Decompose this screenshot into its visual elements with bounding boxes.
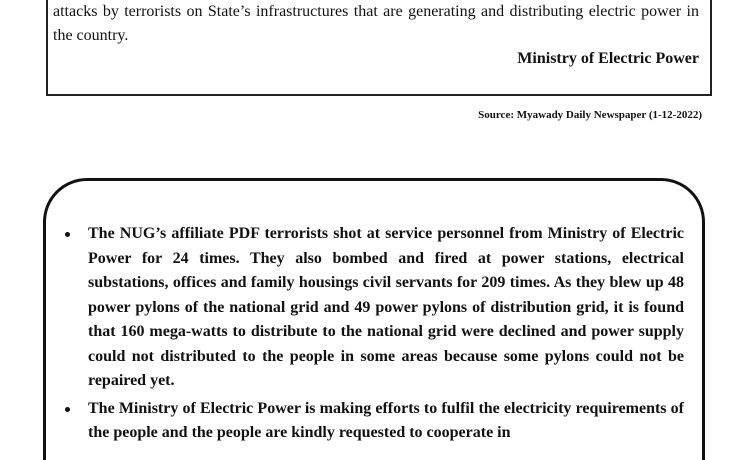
bullet-icon xyxy=(65,232,70,237)
fact-list xyxy=(60,222,684,449)
bullet-text: The Ministry of Electric Power is making efforts to fulfil the electricity requirements of the people and the people are kindly requested to cooperate in xyxy=(88,399,684,441)
statement-signature: Ministry of Electric Power xyxy=(517,50,699,67)
bullet-text: The NUG’s affiliate PDF terrorists shot at service personnel from Ministry of Electric Power for 24 times. They also bombed and fired at power stations, electrical substations, offices and family housings civil servants for 209 times. As they blew up 48 power pylons of the national grid and 49 power pylons of distribution grid, it is found that 160 mega-watts to distribute to the national grid were declined and power supply could not distributed to the people in some areas because some pylons could not be repaired yet. xyxy=(88,225,684,389)
list-item xyxy=(60,222,684,394)
source-citation: Source: Myawady Daily Newspaper (1-12-2022) xyxy=(478,109,702,121)
statement-text: attacks by terrorists on State’s infrastructures that are generating and distributing electric power in the country. xyxy=(53,3,699,44)
list-item xyxy=(60,397,684,446)
bullet-icon xyxy=(65,407,70,412)
